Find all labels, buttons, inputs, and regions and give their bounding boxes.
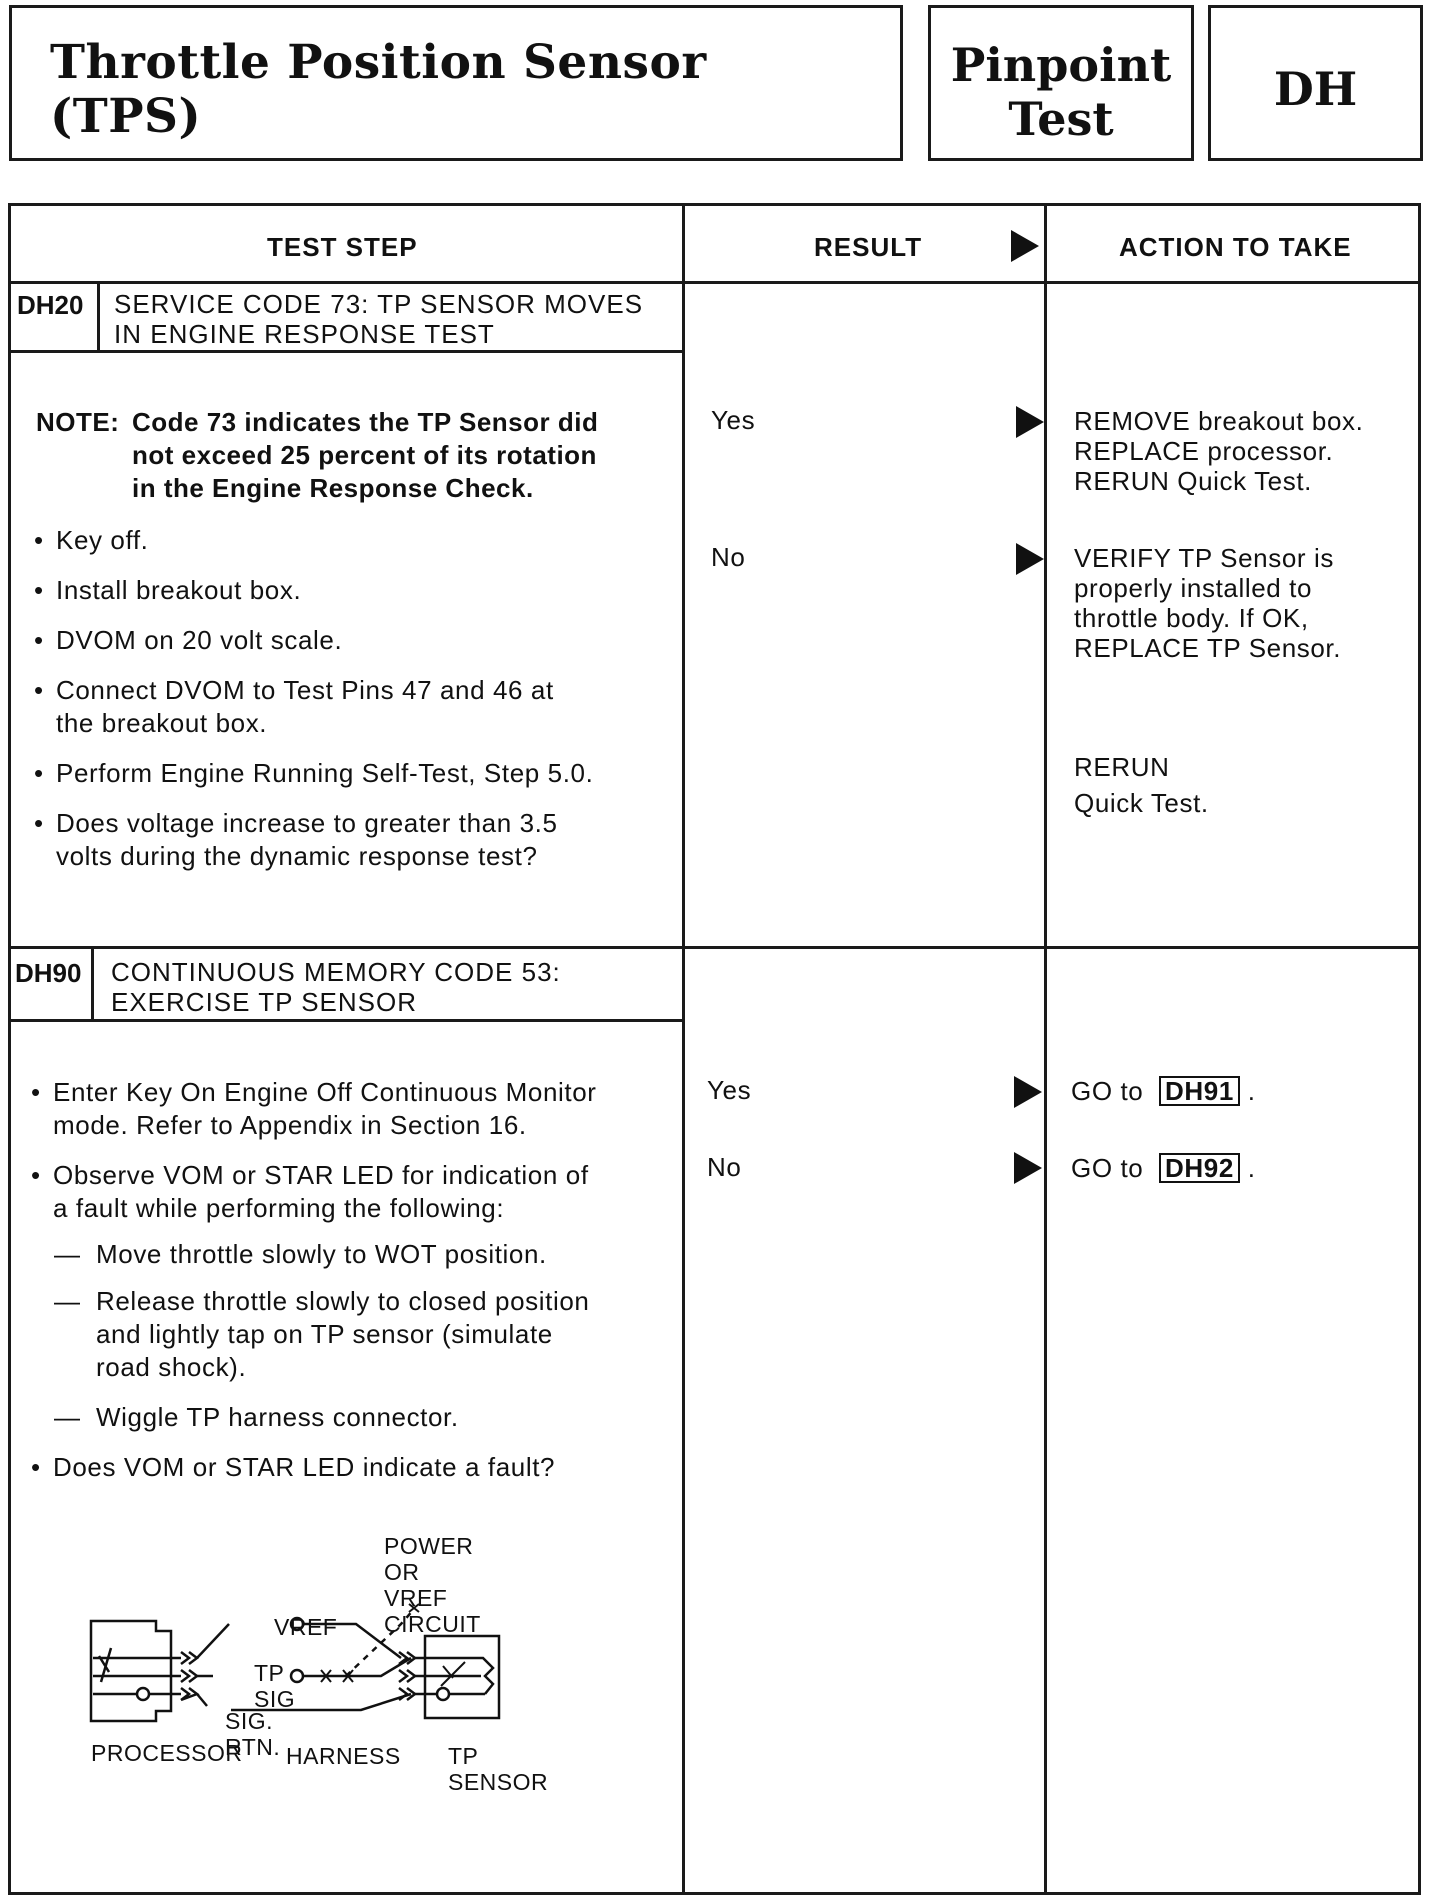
list-item-text: mode. Refer to Appendix in Section 16. — [53, 1110, 527, 1140]
test-code: DH — [1273, 62, 1358, 116]
list-item — [56, 524, 149, 557]
list-item — [53, 1076, 597, 1142]
step-id-divider — [97, 282, 100, 352]
step-title-divider — [11, 350, 683, 353]
list-item — [53, 1451, 555, 1484]
test-table — [8, 203, 1421, 1895]
column-header-action: ACTION TO TAKE — [1119, 232, 1352, 262]
sub-item-text: and lightly tap on TP sensor (simulate — [96, 1319, 553, 1349]
action-goto-dh91 — [1071, 1075, 1256, 1108]
diagram-label-sig-rtn: SIG. RTN. — [225, 1708, 281, 1760]
result-arrow-icon — [1011, 230, 1039, 262]
note-line: in the Engine Response Check. — [132, 473, 534, 503]
action-suffix: . — [1247, 1153, 1256, 1183]
header-divider — [11, 281, 1418, 284]
list-item-text: • Does voltage increase to greater than 3.5 — [56, 808, 558, 838]
list-item-text: DVOM on 20 volt scale. — [56, 625, 343, 655]
action-line: throttle body. If OK, — [1074, 603, 1309, 633]
sub-item — [96, 1238, 547, 1271]
step-id-divider — [91, 948, 94, 1022]
title-box — [9, 5, 903, 161]
action-line: RERUN — [1074, 752, 1170, 782]
column-divider-1 — [682, 206, 685, 1892]
diagram-label-processor: PROCESSOR — [91, 1740, 243, 1766]
note-line: not exceed 25 percent of its rotation — [132, 440, 597, 470]
column-header-test-step: TEST STEP — [267, 232, 418, 262]
sub-item-text: road shock). — [96, 1352, 247, 1382]
diagram-label-line: CIRCUIT — [384, 1611, 481, 1637]
step-title-line: CONTINUOUS MEMORY CODE 53: — [111, 957, 561, 987]
action-prefix: GO to — [1071, 1076, 1144, 1106]
note-line: Code 73 indicates the TP Sensor did — [132, 407, 599, 437]
sub-item-text: Wiggle TP harness connector. — [96, 1402, 459, 1432]
action-suffix: . — [1247, 1076, 1256, 1106]
pinpoint-line-2: Test — [1008, 92, 1114, 146]
title-line-2: (TPS) — [50, 89, 202, 144]
step-title-dh90 — [111, 957, 561, 1017]
list-item-text: Perform Engine Running Self-Test, Step 5.0. — [56, 758, 594, 788]
sub-item — [96, 1401, 459, 1434]
action-line: VERIFY TP Sensor is — [1074, 543, 1334, 573]
action-text — [1074, 406, 1363, 496]
result-arrow-icon — [1016, 406, 1044, 438]
list-item — [53, 1159, 589, 1225]
list-item — [56, 757, 593, 790]
list-item — [56, 574, 301, 607]
diagram-label-tp-sensor: TP SENSOR — [448, 1743, 549, 1795]
step-title-line: EXERCISE TP SENSOR — [111, 987, 418, 1017]
list-item-text: Key off. — [56, 525, 149, 555]
step-title-dh20 — [114, 289, 643, 349]
action-line: REPLACE TP Sensor. — [1074, 633, 1342, 663]
result-arrow-icon — [1014, 1076, 1042, 1108]
step-id-dh20: DH20 — [17, 290, 84, 320]
circuit-schematic — [81, 1586, 601, 1746]
action-goto-dh92 — [1071, 1152, 1256, 1185]
step-reference-dh92: DH92 — [1159, 1153, 1240, 1183]
sub-item-text: Move throttle slowly to WOT position. — [96, 1239, 547, 1269]
list-item — [56, 807, 558, 873]
column-header-result: RESULT — [814, 232, 923, 262]
action-line: Quick Test. — [1074, 788, 1209, 818]
list-item-text: volts during the dynamic response test? — [56, 841, 538, 871]
action-line: REPLACE processor. — [1074, 436, 1334, 466]
step-id-dh90: DH90 — [15, 958, 82, 988]
diagram-label-vref: VREF — [274, 1614, 338, 1640]
list-item — [56, 674, 554, 740]
action-text — [1074, 543, 1341, 663]
pinpoint-line-1: Pinpoint — [950, 38, 1172, 92]
list-item-text: Install breakout box. — [56, 575, 302, 605]
list-item-text: • Enter Key On Engine Off Continuous Monitor — [53, 1077, 597, 1107]
list-item — [56, 624, 342, 657]
result-yes: Yes — [707, 1075, 752, 1105]
diagram-label-harness: HARNESS — [286, 1743, 401, 1769]
note-label: NOTE: — [36, 407, 120, 437]
list-item-text: the breakout box. — [56, 708, 268, 738]
action-line: REMOVE breakout box. — [1074, 406, 1364, 436]
list-item-text: a fault while performing the following: — [53, 1193, 505, 1223]
list-item-text: Does VOM or STAR LED indicate a fault? — [53, 1452, 556, 1482]
result-no: No — [711, 542, 746, 572]
result-arrow-icon — [1016, 543, 1044, 575]
step-title-divider — [11, 1019, 683, 1022]
sub-item-text: — Release throttle slowly to closed position — [96, 1286, 590, 1316]
row-divider — [11, 946, 1418, 949]
action-text — [1074, 749, 1209, 821]
pinpoint-box — [928, 5, 1194, 161]
sub-item — [96, 1285, 589, 1384]
result-yes: Yes — [711, 405, 756, 435]
pinpoint-label — [931, 38, 1191, 146]
list-item-text: • Observe VOM or STAR LED for indication of — [53, 1160, 589, 1190]
step-title-line: SERVICE CODE 73: TP SENSOR MOVES — [114, 289, 644, 319]
result-arrow-icon — [1014, 1152, 1042, 1184]
page-title — [50, 36, 707, 144]
step-reference-dh91: DH91 — [1159, 1076, 1240, 1106]
column-divider-2 — [1044, 206, 1047, 1892]
action-line: properly installed to — [1074, 573, 1313, 603]
step-title-line: IN ENGINE RESPONSE TEST — [114, 319, 495, 349]
action-prefix: GO to — [1071, 1153, 1144, 1183]
result-no: No — [707, 1152, 742, 1182]
note-text — [132, 406, 598, 505]
diagram-label-line: POWER OR VREF — [384, 1533, 474, 1611]
action-line: RERUN Quick Test. — [1074, 466, 1312, 496]
code-box — [1208, 5, 1423, 161]
list-item-text: • Connect DVOM to Test Pins 47 and 46 at — [56, 675, 554, 705]
title-line-1: Throttle Position Sensor — [50, 35, 707, 90]
diagram-label-tp-sig: TP SIG — [254, 1660, 296, 1712]
